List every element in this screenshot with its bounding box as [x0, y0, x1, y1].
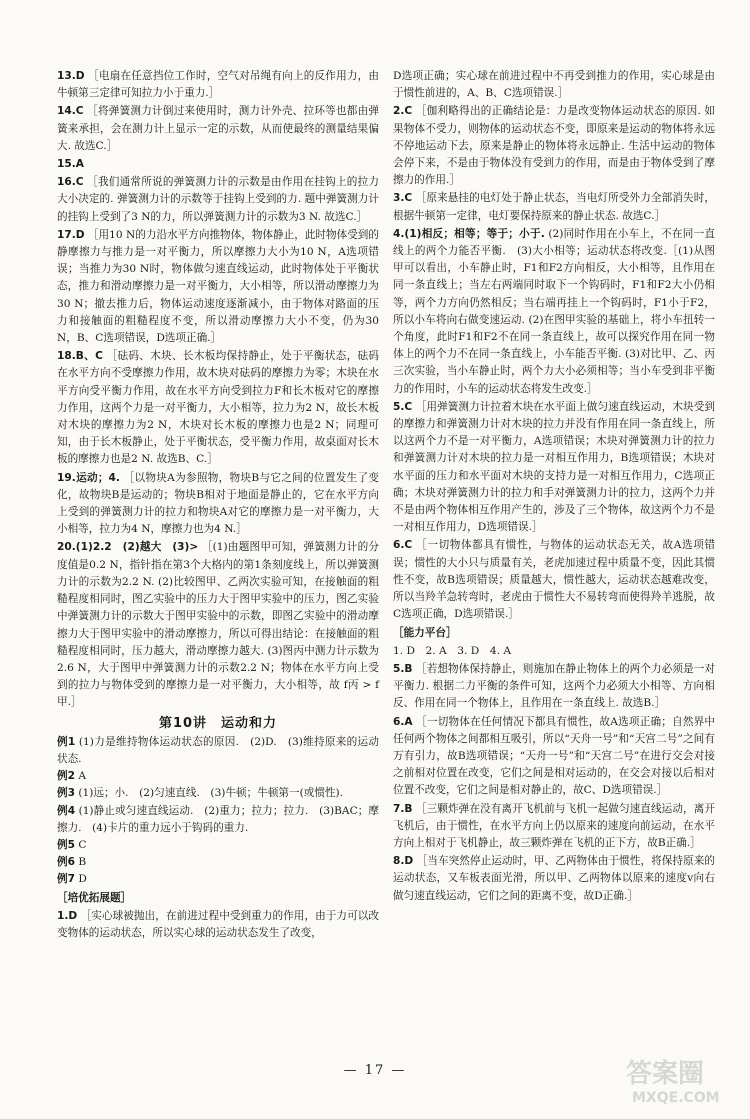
item-number: 1.: [57, 909, 69, 922]
answer-item: [393, 537, 715, 623]
right-answer-list: [393, 103, 715, 623]
left-column: [57, 68, 379, 943]
page-number: — 17 —: [343, 1063, 407, 1078]
answer-item: [57, 470, 379, 539]
item-number: 5.: [393, 662, 405, 675]
item-explanation: ［三颗炸弹在没有离开飞机前与飞机一起做匀速直线运动，离开飞机后，由于惯性，在水平方向上仍以原来的速度向前运动，在水平方向上相对于飞机静止，故三颗炸弹在飞机的正下方，故B正确.］: [393, 802, 716, 849]
answer-item: [393, 801, 715, 853]
ability-list: [393, 661, 715, 905]
item-explanation: ［(1)由题图甲可知，弹簧测力计的分度值是0.2 N，指针指在第3个大格内的第1条刻度线上，所以弹簧测力计的示数为2.2 N. (2)比较图甲、乙两次实验可知，在接触面的粗糙程度相同时，图乙实验中的压力大于图甲实验中的压力，图乙实验中弹簧测力计的示数大于图甲实验中的示数，即图乙实验中的滑动摩擦力大于图甲实验中的滑动摩擦力，所以可得出结论：在接触面的粗糙程度相同时，压力越大，滑动摩擦力越大. (3)图丙中测力计示数为2.6 N，大于图甲中弹簧测力计的示数2.2 N；物体在水平方向上受到的拉力与物体受到的摩擦力是一对平衡力，大小相等，故 f丙 > f甲.］: [57, 541, 379, 709]
item-number: 7.: [393, 802, 405, 815]
section-title: 第10讲 运动和力: [158, 715, 278, 731]
item-explanation: ［以物块A为参照物，物块B与它之间的位置发生了变化，故物块B是运动的；物块B相对于地面是静止的，它在水平方向上受到的弹簧测力计的拉力和物块A对它的摩擦力是一对平衡力，大小相等，拉力为4 N，摩擦力也为4 N.］: [57, 471, 379, 536]
item-number: 5.: [393, 400, 405, 413]
example-answer: B: [78, 856, 87, 869]
item-answer: C: [404, 192, 413, 205]
example-answer: D: [78, 873, 87, 886]
item-explanation: ［当车突然停止运动时，甲、乙两物体由于惯性，将保持原来的运动状态，又车板表面光滑，所以甲、乙两物体以原来的速度v向右做匀速直线运动，它们之间的距离不变，故D正确.］: [393, 855, 715, 902]
item-answer: D: [404, 855, 414, 868]
answer-item: [57, 103, 379, 155]
example-answer: (1)远；小. (2)匀速直线. (3)牛顿；牛顿第一(或惯性).: [78, 787, 344, 800]
item-number: 16.: [57, 176, 76, 189]
item-explanation: ［一切物体都具有惯性，与物体的运动状态无关，故A选项错误；惯性的大小只与质量有关，老虎加速过程中质量不变，因此其惯性不变，故B选项错误；质量越大，惯性越大，运动状态越难改变，所以当羚羊急转弯时，老虎由于惯性大不易转弯而使得羚羊逃脱，故C选项正确，D选项错误.］: [393, 539, 715, 621]
item-answer: (1)相反；相等；等于；小于.: [404, 227, 545, 240]
item-number: 17.: [57, 228, 76, 241]
example-label: 例7: [57, 873, 75, 886]
item-number: 4.: [393, 227, 405, 240]
item-answer: A: [404, 715, 413, 728]
item-explanation: ［伽利略得出的正确结论是：力是改变物体运动状态的原因. 如果物体不受力，则物体的运动状态不变，即原来是运动的物体将永远不停地运动下去，原来是静止的物体将永远静止. 生活中运动的物体会停下来，不是由于物体没有受到力的作用，而是由于物体受到了摩擦力的作用.］: [393, 105, 715, 187]
example-label: 例4: [57, 804, 76, 817]
answer-item: [57, 539, 379, 711]
item-answer: A: [75, 158, 84, 171]
item-number: 8.: [393, 855, 405, 868]
example-label: 例5: [57, 838, 75, 851]
answer-item: [393, 226, 715, 398]
answer-item: [57, 227, 379, 347]
item-answer: B、C: [75, 350, 103, 363]
ability-heading: ［能力平台］: [393, 626, 457, 639]
answer-item: [57, 908, 379, 942]
item-explanation: ［实心球被抛出，在前进过程中受到重力的作用，由于力可以改变物体的运动状态，所以实心球的运动状态发生了改变，: [57, 909, 379, 939]
example-answer: (1)力是维持物体运动状态的原因. (2)D. (3)维持原来的运动状态.: [57, 735, 379, 765]
item-number: 6.: [393, 539, 405, 552]
example-answer: A: [78, 770, 86, 783]
item-explanation: ［我们通常所说的弹簧测力计的示数是由作用在挂钩上的拉力大小决定的. 弹簧测力计的示数等于挂钩上受到的力. 题中弹簧测力计的挂钩上受到了3 N的力，所以弹簧测力计的示数为3 N. 故选C.］: [57, 176, 379, 223]
answer-item: [393, 853, 715, 905]
answer-item: [393, 103, 715, 189]
example-item: [57, 871, 379, 888]
item-answer: C: [404, 539, 413, 552]
example-item: [57, 854, 379, 871]
item-explanation: ［砝码、木块、长木板均保持静止，处于平衡状态，砝码在水平方向不受摩擦力作用，故木块对砝码的摩擦力为零；木块在水平方向受平衡力作用，故在水平方向受到拉力F和长木板对它的摩擦力作用，这两个力是一对平衡力，大小相等，拉力为2 N，故长木板对木块的摩擦力为2 N，木块对长木板的摩擦力也是2 N；同理可知，由于长木板静止，处于平衡状态，受平衡力作用，故桌面对长木板的摩擦力也是2 N. 故选B、C.］: [57, 350, 379, 466]
example-item: [57, 837, 379, 854]
item-number: 3.: [393, 192, 405, 205]
example-answer: (1)静止或匀速直线运动. (2)重力；拉力；拉力. (3)BAC；摩擦力. (4)卡片的重力远小于钩码的重力.: [57, 804, 379, 834]
item-explanation: ［用弹簧测力计拉着木块在水平面上做匀速直线运动，木块受到的摩擦力和弹簧测力计对木块的拉力并没有作用在同一条直线上，所以这两个力不是一对平衡力，A选项错误；木块对弹簧测力计的拉力和弹簧测力计对木块的拉力是一对相互作用力，B选项错误；木块对水平面的压力和水平面对木块的支持力是一对相互作用力，C选项正确；木块对弹簧测力计的拉力和手对弹簧测力计的拉力，这两个力并不是由两个物体相互作用产生的，涉及了三个物体，故这两个力不是一对相互作用力，D选项错误.］: [393, 400, 715, 534]
extension-list: [57, 908, 379, 942]
example-list: [57, 734, 379, 889]
answer-item: [57, 174, 379, 226]
answer-item: [393, 714, 715, 800]
item-number: 18.: [57, 350, 76, 363]
item-answer: (1)2.2 (2)越大 (3)>: [75, 541, 199, 554]
answer-item: [57, 68, 379, 102]
answer-item: [393, 190, 715, 224]
answer-item: [393, 399, 715, 537]
item-number: 19.: [57, 471, 76, 484]
item-answer: D: [75, 228, 85, 241]
ability-short-answers: 1. D 2. A 3. D 4. A: [393, 644, 511, 657]
example-item: [57, 768, 379, 785]
item-explanation: ［原来悬挂的电灯处于静止状态，当电灯所受外力全部消失时，根据牛顿第一定律，电灯要保持原来的静止状态. 故选C.］: [393, 192, 715, 222]
item-explanation: ［一切物体在任何情况下都具有惯性，故A选项正确；自然界中任何两个物体之间都相互吸引，所以“天舟一号”和“天宫二号”之间有万有引力，故B选项错误；“天舟一号”和“天宫二号”在进行交会对接之前相对位置在改变，它们之间是相对运动的，在交会对接以后相对位置不改变，它们之间是相对静止的，故C、D选项错误.］: [393, 715, 715, 797]
extension-heading: ［培优拓展题］: [57, 891, 132, 904]
item-answer: C: [404, 400, 413, 413]
item-explanation: ［若想物体保持静止，则施加在静止物体上的两个力必须是一对平衡力. 根据二力平衡的条件可知，这两个力必须大小相等、方向相反、作用在同一个物体上，且作用在一条直线上. 故选B.］: [393, 662, 716, 710]
item-number: 14.: [57, 105, 76, 118]
watermark-main: 答案圈: [626, 1059, 705, 1089]
item-answer: 运动；4.: [75, 471, 120, 484]
example-item: [57, 785, 379, 802]
item-number: 13.: [57, 70, 76, 82]
answer-item: [393, 661, 715, 713]
example-label: 例6: [57, 856, 75, 869]
watermark-logo: [622, 1052, 732, 1108]
item-explanation: (2)同时作用在小车上，不在同一直线上的两个力能否平衡. (3)大小相等；运动状态将改变.［(1)从图甲可以看出，小车静止时，F1和F2方向相反，大小相等，且作用在同一条直线上；当左右两端同时取下一个钩码时，F1和F2大小仍相等，两个力方向仍然相反；当右端再挂上一个钩码时，F1小于F2，所以小车将向右做变速运动. (2)在图甲实验的基础上，将小车扭转一个角度，此时F1和F2不在同一条直线上，故可以探究作用在同一物体上的两个力不在同一条直线上，小车能否平衡. (3)对比甲、乙、丙三次实验，当小车静止时，两个力大小必须相等；当小车受到非平衡力的作用时，小车的运动状态将发生改变.］: [393, 227, 715, 395]
example-item: [57, 734, 379, 768]
item-number: 20.: [57, 541, 76, 554]
item-answer: C: [75, 105, 84, 118]
item-answer: D: [75, 70, 85, 82]
item-answer: C: [404, 105, 413, 118]
item-answer: B: [404, 662, 413, 675]
continuation-text: D选项正确；实心球在前进过程中不再受到推力的作用，实心球是由于惯性前进的，A、B、C选项错误.］: [393, 70, 715, 100]
answer-item: [57, 156, 379, 173]
item-explanation: ［用10 N的力沿水平方向推物体，物体静止，此时物体受到的静摩擦力与推力是一对平衡力，所以摩擦力大小为10 N，A选项错误；当推力为30 N时，物体做匀速直线运动，此时物体处于平衡状态，推力和滑动摩擦力是一对平衡力，大小相等，所以滑动摩擦力为30 N；撤去推力后，物体运动速度逐渐减小，由于物体对路面的压力和接触面的粗糙程度不变，所以滑动摩擦力大小不变，仍为30 N，B、C选项错误，D选项正确.］: [57, 228, 379, 345]
item-explanation: ［将弹簧测力计倒过来使用时，测力计外壳、拉环等也都由弹簧来承担，会在测力计上显示一定的示数，从而使最终的测量结果偏大. 故选C.］: [57, 105, 379, 152]
example-answer: C: [78, 838, 87, 851]
watermark-sub: MXQE.COM: [632, 1090, 720, 1106]
item-number: 6.: [393, 715, 405, 728]
item-explanation: ［电扇在任意挡位工作时，空气对吊绳有向上的反作用力，由牛顿第三定律可知拉力小于重力.］: [57, 70, 379, 100]
example-label: 例2: [57, 770, 75, 783]
right-column: [393, 68, 715, 906]
answer-item: [57, 348, 379, 468]
item-answer: C: [75, 176, 84, 189]
item-number: 15.: [57, 158, 76, 171]
example-label: 例3: [57, 787, 75, 800]
example-label: 例1: [57, 735, 76, 748]
item-answer: B: [404, 802, 413, 815]
left-answer-list: [57, 68, 379, 712]
item-number: 2.: [393, 105, 405, 118]
example-item: [57, 803, 379, 837]
item-answer: D: [68, 909, 78, 922]
